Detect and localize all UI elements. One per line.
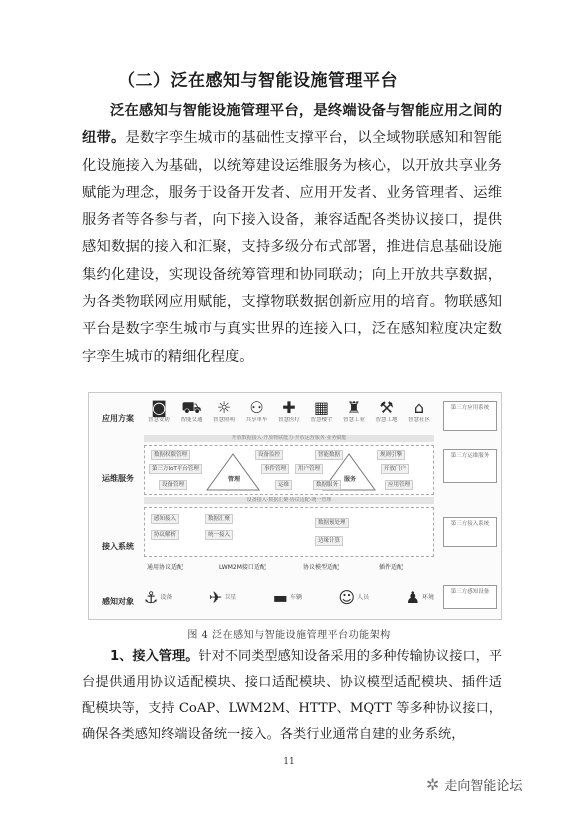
row-label-apps: 应用方案 [102,414,134,423]
access-chip: 数据汇聚 [205,514,233,524]
object-item [338,588,369,607]
watermark-text: 走向智能论坛 [444,779,523,794]
ops-chip: 事件管理 [261,464,289,474]
object-label: 设备 [160,594,173,601]
access-chip: 感知接入 [151,514,179,524]
app-item [209,399,239,433]
app-item [307,399,337,433]
access-chip: 边缘计算 [315,536,343,546]
app-item [404,399,434,433]
ops-chip: 智能数据 [315,450,343,460]
row-label-access: 接入系统 [102,542,134,551]
app-item [177,399,207,433]
ops-chip: 数据权限管理 [151,450,190,460]
adapter-label: 协议模型适配 [303,564,340,571]
object-item [209,588,236,607]
app-label: 智慧工地 [375,417,398,423]
objects-row [144,588,434,607]
app-label: 共享单车 [245,417,268,423]
factory-icon: ♜ [346,398,362,417]
row-label-objects: 感知对象 [102,597,134,606]
service-triangle-label: 服务 [344,476,357,483]
medical-icon: ✚ [282,398,296,417]
crane-icon: ⚓ [144,588,159,607]
app-label: 智慧社区 [407,417,430,423]
access-panel [144,507,434,557]
app-item [274,399,304,433]
adapter-label: LWM2M接口适配 [219,564,266,571]
ops-chip: 开放门户 [381,464,409,474]
worker-icon: ♟ [405,588,420,607]
ops-chip: 第三方IoT平台管理 [149,464,202,474]
figure-caption: 图 4 泛在感知与智能设施管理平台功能架构 [187,630,391,641]
architecture-figure [88,392,502,620]
building-icon: ▦ [313,398,330,417]
intro-body: 是数字孪生城市的基础性支撑平台，以全域物联感知和智能化设施接入为基础，以统筹建设运维服务为核心，以开放共享业务赋能为理念，服务于设备开发者、应用开发者、业务管理者、运维服务者等各参与者，向下接入设备，兼容适配各类协议接口，提供感知数据的接入和汇聚，支持多级分布式部署，推进信息基础设施集约化建设，实现设备统筹管理和协同联动；向上开放共享数据，为各类物联网应用赋能，支撑物联数据创新应用的培育。物联感知平台是数字孪生城市与真实世界的连接入口，泛在感知粒度决定数字孪生城市的精细化程度。 [82,130,502,365]
ops-chip: 规则引擎 [377,450,405,460]
object-item [144,588,172,607]
side-box: 第三方运维服务 [443,449,497,483]
app-label: 智慧楼宇 [310,417,333,423]
car-icon: ⛟ [181,398,202,417]
intro-paragraph [82,98,502,371]
side-box: 第三方感知设备 [443,585,497,609]
ops-chip: 数据服务 [313,480,341,490]
object-label: 人员 [357,594,370,601]
watermark-logo [426,775,522,794]
page-number: 11 [283,757,295,767]
adapter-label: 通用协议适配 [147,564,184,571]
bike-icon: ⚇ [249,398,264,417]
manage-triangle [207,454,259,490]
open-capability-band: 开放数据接入·开放物联能力·开放运营服务·业务赋能 [144,435,434,442]
app-label: 智慧工业 [342,417,365,423]
ops-chip: 运维 [275,480,292,490]
access-chip: 协议解析 [151,530,179,540]
object-label: 车辆 [289,594,302,601]
ops-chip: 用户管理 [295,464,323,474]
ops-chip: 设备监控 [255,450,283,460]
satellite-icon: ✈ [208,588,223,607]
ops-panel [144,445,434,495]
access-paragraph [82,644,502,748]
app-item [144,399,174,433]
app-label: 智慧照明 [212,417,235,423]
people-icon: ☺ [338,588,356,607]
lamp-icon: ☼ [216,398,232,417]
access-lead: 1、接入管理。 [110,649,199,664]
app-label: 智慧安防 [147,417,170,423]
app-icons-row [144,399,434,433]
object-label: 环境 [421,594,434,601]
ops-chip: 设备管理 [159,480,187,490]
access-band: 设备接入·数据汇聚·协议适配·统一管理 [144,497,434,504]
camera-icon: ◙ [151,398,167,417]
ops-chip: 应用管理 [385,480,413,490]
intro-lead: 泛在感知与智能设施管理平台，是终端设备与智能应用之间的纽带。 [82,103,502,147]
object-item [406,588,434,607]
side-box: 第三方接入系统 [443,517,497,547]
adapter-label: 插件适配 [379,564,404,571]
row-label-ops: 运维服务 [102,474,134,483]
object-label: 卫星 [224,594,237,601]
app-label: 智能交通 [180,417,203,423]
access-body: 针对不同类型感知设备采用的多种传输协议接口，平台提供通用协议适配模块、接口适配模块、协议模型适配模块、插件适配模块等，支持 CoAP、LWM2M、HTTP、MQTT 等多种协议接口，确保各类感知终端设备统一接入。各类行业通常自建的业务系统， [82,649,503,742]
access-chip: 数据预处理 [315,518,349,528]
access-chip: 统一接入 [205,530,233,540]
object-item [273,588,302,607]
app-item [242,399,272,433]
section-heading: （二）泛在感知与智能设施管理平台 [118,71,398,91]
app-item [339,399,369,433]
app-item [372,399,402,433]
tools-icon: ⚒ [379,398,394,417]
manage-triangle-label: 管理 [228,476,241,483]
wechat-icon: ✲ [426,775,440,794]
bus-icon: ▬ [272,588,288,607]
home-icon: ⌂ [413,398,425,417]
app-label: 智慧医疗 [277,417,300,423]
side-box: 第三方应用系统 [443,401,497,431]
